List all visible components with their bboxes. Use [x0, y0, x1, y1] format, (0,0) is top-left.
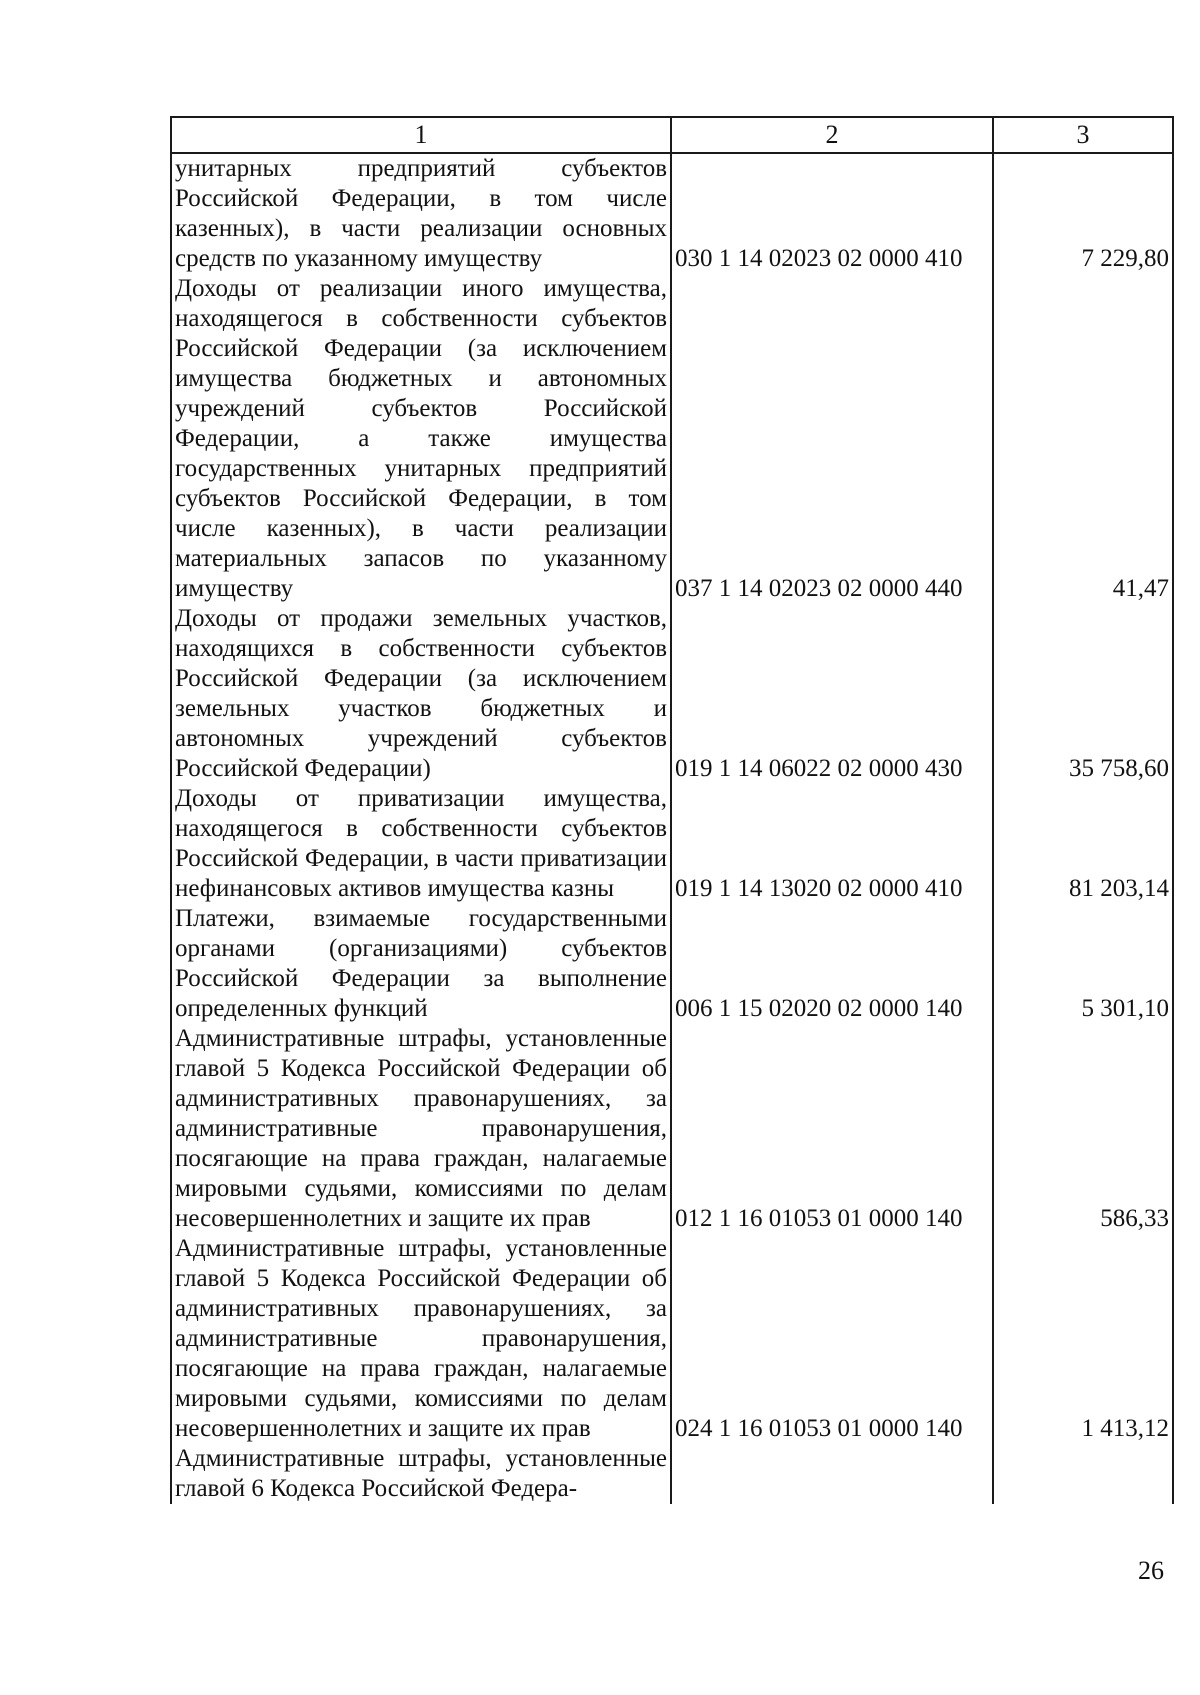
table-row	[171, 1024, 1173, 1234]
table-row	[171, 1234, 1173, 1444]
row-budget-code: 019 1 14 06022 02 0000 430	[671, 604, 993, 784]
row-amount: 1 413,12	[993, 1234, 1173, 1444]
row-description: унитарных предприятий субъектов Российской Федерации, в том числе казенных), в части реализации основных средств по указанному имуществу	[171, 153, 671, 274]
table-row	[171, 904, 1173, 1024]
table-row	[171, 274, 1173, 604]
row-budget-code: 012 1 16 01053 01 0000 140	[671, 1024, 993, 1234]
row-budget-code: 030 1 14 02023 02 0000 410	[671, 153, 993, 274]
row-amount	[993, 1444, 1173, 1504]
row-description: Доходы от продажи земельных участков, находящихся в собственности субъектов Российской Федерации (за исключением земельных участков бюджетных и автономных учреждений субъектов Российской Федерации)	[171, 604, 671, 784]
row-budget-code: 024 1 16 01053 01 0000 140	[671, 1234, 993, 1444]
row-description: Административные штрафы, установленные главой 5 Кодекса Российской Федерации об административных правонарушениях, за административные правонарушения, посягающие на права граждан, налагаемые мировыми судьями, комиссиями по делам несовершеннолетних и защите их прав	[171, 1024, 671, 1234]
table-row	[171, 1444, 1173, 1504]
row-amount: 81 203,14	[993, 784, 1173, 904]
page-number: 26	[1138, 1556, 1164, 1585]
row-amount: 7 229,80	[993, 153, 1173, 274]
revenue-table	[170, 116, 1174, 1504]
column-header-3: 3	[993, 117, 1173, 153]
row-budget-code: 037 1 14 02023 02 0000 440	[671, 274, 993, 604]
table-row	[171, 153, 1173, 274]
row-description: Административные штрафы, установленные главой 5 Кодекса Российской Федерации об административных правонарушениях, за административные правонарушения, посягающие на права граждан, налагаемые мировыми судьями, комиссиями по делам несовершеннолетних и защите их прав	[171, 1234, 671, 1444]
table-row	[171, 784, 1173, 904]
row-amount: 586,33	[993, 1024, 1173, 1234]
row-budget-code: 006 1 15 02020 02 0000 140	[671, 904, 993, 1024]
row-amount: 5 301,10	[993, 904, 1173, 1024]
row-description: Доходы от приватизации имущества, находящегося в собственности субъектов Российской Федерации, в части приватизации нефинансовых активов имущества казны	[171, 784, 671, 904]
row-budget-code	[671, 1444, 993, 1504]
table-row	[171, 604, 1173, 784]
row-description: Платежи, взимаемые государственными органами (организациями) субъектов Российской Федерации за выполнение определенных функций	[171, 904, 671, 1024]
table-header-row	[171, 117, 1173, 153]
column-header-2: 2	[671, 117, 993, 153]
row-amount: 41,47	[993, 274, 1173, 604]
row-budget-code: 019 1 14 13020 02 0000 410	[671, 784, 993, 904]
row-amount: 35 758,60	[993, 604, 1173, 784]
row-description: Административные штрафы, установленные главой 6 Кодекса Российской Федера-	[171, 1444, 671, 1504]
row-description: Доходы от реализации иного имущества, находящегося в собственности субъектов Российской Федерации (за исключением имущества бюджетных и автономных учреждений субъектов Российской Федерации, а также имущества государственных унитарных предприятий субъектов Российской Федерации, в том числе казенных), в части реализации материальных запасов по указанному имуществу	[171, 274, 671, 604]
column-header-1: 1	[171, 117, 671, 153]
